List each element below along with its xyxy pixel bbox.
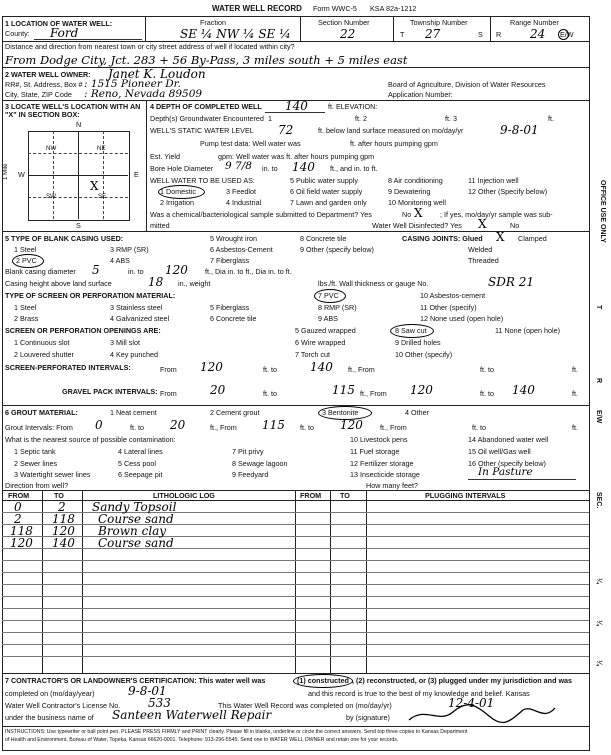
log-from-header: FROM	[8, 491, 30, 500]
record-date[interactable]: 12-4-01	[448, 696, 495, 710]
office-use-label: OFFICE USE ONLY	[599, 180, 606, 243]
contamination-question: What is the nearest source of possible contamination:	[5, 435, 176, 444]
pump-test-rest: ft. after hours pumping gpm	[350, 139, 438, 148]
owner-name[interactable]: Janet K. Loudon	[108, 67, 206, 81]
grout-neat-cement: 1 Neat cement	[110, 408, 157, 417]
signature-label: by (signature)	[346, 713, 390, 722]
side-ew-label: E/W	[595, 410, 602, 424]
owner-city[interactable]: : Reno, Nevada 89509	[84, 88, 203, 100]
casing-fiberglass: 7 Fiberglass	[210, 256, 250, 265]
log-row-to: 2	[58, 500, 66, 514]
section-box[interactable]	[28, 131, 130, 221]
casing-abs: 4 ABS	[110, 256, 130, 265]
log-row-to: 118	[52, 512, 75, 526]
elevation-label: ft. ELEVATION:	[328, 102, 378, 111]
casing-height-label: Casing height above land surface	[5, 279, 112, 288]
screen-other: 11 Other (specify)	[420, 303, 477, 312]
log-row-from: 120	[10, 536, 33, 550]
casing-other: 9 Other (specify below)	[300, 245, 374, 254]
casing-pvc[interactable]: 2 PVC	[16, 256, 37, 265]
well-use-label: WELL WATER TO BE USED AS:	[150, 176, 255, 185]
src-livestock: 10 Livestock pens	[350, 435, 408, 444]
grout-intervals-label: Grout Intervals: From	[5, 423, 73, 432]
gp-from: From	[160, 389, 177, 398]
screen-concrete: 6 Concrete tile	[210, 314, 257, 323]
owner-address-label: RR#, St. Address, Box #	[5, 80, 83, 89]
depth-value[interactable]: 140	[285, 99, 308, 113]
perf-key-punched: 4 Key punched	[110, 350, 158, 359]
screen-asbestos: 10 Asbestos-cement	[420, 291, 486, 300]
screen-brass: 2 Brass	[14, 314, 39, 323]
gw-ft: ft.	[548, 114, 554, 123]
north-label: N	[76, 120, 82, 129]
sample-no: No	[402, 210, 412, 219]
use-irrigation: 2 Irrigation	[160, 198, 194, 207]
log-row-desc: Sandy Topsoil	[92, 500, 177, 514]
spi-to-value[interactable]: 140	[310, 360, 333, 374]
nw-label: NW	[46, 145, 57, 152]
cert-constructed[interactable]: (1) constructed	[297, 676, 349, 685]
src-sewer: 2 Sewer lines	[14, 459, 58, 468]
completed-value[interactable]: 9-8-01	[128, 684, 167, 698]
owner-city-label: City, State, ZIP Code	[5, 90, 72, 99]
use-lawn: 7 Lawn and garden only	[290, 198, 367, 207]
license-value[interactable]: 533	[148, 696, 171, 710]
township-value[interactable]: 27	[425, 27, 441, 41]
log-from2-header: FROM	[300, 491, 322, 500]
screen-pvc[interactable]: 7 PVC	[318, 291, 339, 300]
spi-from2-label: ft., From	[348, 365, 375, 374]
license-label: Water Well Contractor's License No.	[5, 701, 121, 710]
log-row-desc: Course sand	[98, 512, 174, 526]
grout-to2-value[interactable]: 120	[340, 418, 363, 432]
use-air-conditioning: 8 Air conditioning	[388, 176, 443, 185]
gp-to2-value[interactable]: 140	[512, 383, 535, 397]
blank-diameter-rest: ft., Dia in. to ft., Dia in. to ft.	[205, 267, 292, 276]
grout-cement-grout: 2 Cement grout	[210, 408, 260, 417]
side-t-label: T	[595, 305, 602, 310]
spi-from: From	[160, 365, 177, 374]
grout-material-label: 6 GROUT MATERIAL:	[5, 408, 78, 417]
src-other[interactable]: 16 Other (specify below)	[468, 459, 546, 468]
distance-value[interactable]: From Dodge City, Jct. 283 + 56 By-Pass, 3 miles south + 5 miles east	[5, 53, 408, 67]
grout-to-label: ft. to	[130, 423, 144, 432]
depth-label: 4 DEPTH OF COMPLETED WELL	[150, 102, 262, 111]
src-other-value[interactable]: In Pasture	[478, 466, 533, 478]
ne-label: NE	[97, 145, 106, 152]
county-label: County:	[5, 29, 30, 38]
side-quarter-1: ¼	[595, 578, 602, 584]
log-row-desc: Course sand	[98, 536, 174, 550]
range-prefix: R	[496, 30, 502, 39]
side-sec-label: SEC.	[595, 492, 602, 509]
static-level-label: WELL'S STATIC WATER LEVEL	[150, 126, 254, 135]
grout-from2-value[interactable]: 115	[262, 418, 285, 432]
township-prefix: T	[400, 30, 405, 39]
screen-stainless: 3 Stainless steel	[110, 303, 163, 312]
use-injection: 11 Injection well	[468, 176, 519, 185]
use-feedlot: 3 Feedlot	[226, 187, 256, 196]
gw-2: ft. 2	[355, 114, 367, 123]
casing-joints-label: CASING JOINTS: Glued	[402, 234, 483, 243]
business-label: under the business name of	[5, 713, 94, 722]
grout-to3-label: ft. to	[472, 423, 486, 432]
application-label: Application Number:	[388, 90, 453, 99]
side-quarter-3: ¼	[595, 660, 602, 666]
src-pit-privy: 7 Pit privy	[232, 447, 264, 456]
sample-question: Was a chemical/bacteriological sample submitted to Department? Yes	[150, 210, 372, 219]
src-feedyard: 9 Feedyard	[232, 470, 269, 479]
cert-rest1: , (2) reconstructed, or (3) plugged under my jurisdiction and was	[352, 676, 573, 685]
log-to-header: TO	[54, 491, 64, 500]
completed-label: completed on (mo/day/year)	[5, 689, 95, 698]
disinfected-no: No	[510, 221, 520, 230]
src-fertilizer: 12 Fertilizer storage	[350, 459, 414, 468]
static-level-rest: ft. below land surface measured on mo/day/yr	[318, 126, 464, 135]
mitted-label: mitted	[150, 221, 170, 230]
spi-to-label: ft. to	[263, 365, 277, 374]
src-seepage: 6 Seepage pit	[118, 470, 163, 479]
grout-from3-label: ft., From	[380, 423, 407, 432]
perf-none: 11 None (open hole)	[495, 326, 560, 335]
spi-ft: ft.	[572, 365, 578, 374]
county-value[interactable]: Ford	[50, 26, 79, 40]
src-watertight: 3 Watertight sewer lines	[14, 470, 91, 479]
log-row-from: 0	[14, 500, 22, 514]
perf-continuous: 1 Continuous slot	[14, 338, 70, 347]
form-title: WATER WELL RECORD	[212, 4, 302, 13]
gw-1: 1	[268, 114, 272, 123]
casing-asbestos: 6 Asbestos-Cement	[210, 245, 273, 254]
disinfected-x[interactable]: X	[478, 217, 487, 231]
side-r-label: R	[595, 378, 602, 384]
src-septic: 1 Septic tank	[14, 447, 56, 456]
west-label: W	[18, 170, 25, 179]
pump-test-label: Pump test data: Well water was	[200, 139, 301, 148]
screen-galvanized: 4 Galvanized steel	[110, 314, 170, 323]
blank-diameter-to-value[interactable]: 120	[165, 263, 188, 277]
mile-label: 1 Mile	[2, 163, 9, 180]
casing-joints-x[interactable]: X	[496, 230, 505, 244]
screen-abs: 9 ABS	[318, 314, 338, 323]
casing-weight-label: in., weight	[178, 279, 211, 288]
board-label: Board of Agriculture, Division of Water Resources	[388, 80, 546, 89]
casing-steel: 1 Steel	[14, 245, 37, 254]
well-x-mark: X	[90, 179, 99, 193]
township-label: Township Number	[410, 18, 468, 27]
screen-fiberglass: 5 Fiberglass	[210, 303, 250, 312]
sw-label: SW	[46, 193, 56, 200]
section-number-value[interactable]: 22	[340, 27, 356, 41]
src-cess: 5 Cess pool	[118, 459, 156, 468]
bore-ft-rest: ft., and in. to ft.	[330, 164, 378, 173]
src-fuel: 11 Fuel storage	[350, 447, 400, 456]
blank-diameter-label: Blank casing diameter	[5, 267, 76, 276]
perf-drilled: 9 Drilled holes	[395, 338, 441, 347]
owner-section-label: 2 WATER WELL OWNER:	[5, 70, 91, 79]
blank-diameter-to: in. to	[128, 267, 144, 276]
use-monitoring: 10 Monitoring well	[388, 198, 446, 207]
bore-diameter-value[interactable]: 9 7/8	[225, 160, 252, 172]
grout-to-value[interactable]: 20	[170, 418, 186, 432]
perforation-label: SCREEN OR PERFORATION OPENINGS ARE:	[5, 326, 161, 335]
static-level-value[interactable]: 72	[278, 123, 294, 137]
south-label: S	[76, 221, 81, 230]
gp-to-value[interactable]: 115	[332, 383, 355, 397]
business-value[interactable]: Santeen Waterwell Repair	[112, 708, 272, 722]
spi-from-value[interactable]: 120	[200, 360, 223, 374]
screen-steel: 1 Steel	[14, 303, 37, 312]
gw-3: ft. 3	[445, 114, 457, 123]
cert-rest2: and this record is true to the best of my knowledge and belief. Kansas	[308, 689, 530, 698]
log-row-from: 118	[10, 524, 33, 538]
fraction-label: Fraction	[200, 18, 226, 27]
distance-label: Distance and direction from nearest town or city street address of well if located within city?	[5, 42, 295, 51]
township-suffix: S	[478, 30, 483, 39]
casing-concrete-tile: 8 Concrete tile	[300, 234, 347, 243]
groundwater-label: Depth(s) Groundwater Encountered	[150, 114, 264, 123]
perf-torch: 7 Torch cut	[295, 350, 331, 359]
log-row-desc: Brown clay	[98, 524, 167, 538]
src-abandoned: 14 Abandoned water well	[468, 435, 549, 444]
gp-from2-label: ft., From	[360, 389, 387, 398]
section-1-label: 1 LOCATION OF WATER WELL:	[5, 19, 113, 28]
casing-rmp: 3 RMP (SR)	[110, 245, 149, 254]
how-many-feet-label: How many feet?	[366, 481, 418, 490]
ksa-number: KSA 82a-1212	[370, 4, 417, 13]
bore-to-label: in. to	[262, 164, 278, 173]
wall-thickness-value[interactable]: SDR 21	[488, 275, 534, 289]
log-row-from: 2	[14, 512, 22, 526]
se-label: SE	[98, 193, 107, 200]
grout-bentonite[interactable]: 3 Bentonite	[322, 408, 359, 417]
screen-intervals-label: SCREEN-PERFORATED INTERVALS:	[5, 363, 131, 372]
perf-wire: 6 Wire wrapped	[295, 338, 346, 347]
casing-threaded: Threaded	[468, 256, 499, 265]
src-insecticide: 13 Insecticide storage	[350, 470, 420, 479]
disinfected-label: Water Well Disinfected? Yes	[372, 221, 462, 230]
casing-welded: Welded	[468, 245, 493, 254]
perf-louvered: 2 Louvered shutter	[14, 350, 74, 359]
gp-to2-label: ft. to	[480, 389, 494, 398]
spi-to2-label: ft. to	[480, 365, 494, 374]
range-label: Range Number	[510, 18, 559, 27]
log-lith-header: LITHOLOGIC LOG	[153, 491, 215, 500]
direction-label: Direction from well?	[5, 481, 69, 490]
screen-rmp: 8 RMP (SR)	[318, 303, 357, 312]
use-domestic[interactable]: 1 Domestic	[160, 187, 196, 196]
certification-label: 7 CONTRACTOR'S OR LANDOWNER'S CERTIFICATION: This water well was	[5, 676, 266, 685]
casing-height-value[interactable]: 18	[148, 275, 164, 289]
gp-to-label: ft. to	[263, 389, 277, 398]
grout-from-value[interactable]: 0	[95, 418, 103, 432]
casing-clamped: Clamped	[518, 234, 547, 243]
screen-none: 12 None used (open hole)	[420, 314, 504, 323]
side-quarter-2: ¼	[595, 620, 602, 626]
blank-diameter-value[interactable]: 5	[92, 263, 100, 277]
section-number-label: Section Number	[318, 18, 370, 27]
gp-from-value[interactable]: 20	[210, 383, 226, 397]
sample-x[interactable]: X	[414, 206, 423, 220]
fraction-value[interactable]: SE ¼ NW ¼ SE ¼	[180, 27, 291, 41]
grout-from2-label: ft., From	[210, 423, 237, 432]
src-lagoon: 8 Sewage lagoon	[232, 459, 288, 468]
range-suffix: E/W	[560, 30, 574, 39]
grout-ft: ft.	[572, 423, 578, 432]
owner-address[interactable]: : 1515 Pioneer Dr.	[84, 78, 181, 90]
gravel-pack-label: GRAVEL PACK INTERVALS:	[62, 387, 158, 396]
casing-wrought-iron: 5 Wrought iron	[210, 234, 258, 243]
perf-gauzed: 5 Gauzed wrapped	[295, 326, 356, 335]
src-oil-gas: 15 Oil well/Gas well	[468, 447, 531, 456]
grout-to2-label: ft. to	[300, 423, 314, 432]
log-row-to: 120	[52, 524, 75, 538]
signature-scribble	[405, 702, 565, 726]
bore-diameter-label: Bore Hole Diameter	[150, 164, 214, 173]
use-other: 12 Other (Specify below)	[468, 187, 548, 196]
est-yield-rest: gpm: Well water was ft. after hours pumping gpm	[218, 152, 375, 161]
grout-other: 4 Other	[405, 408, 429, 417]
locate-well-label: 3 LOCATE WELL'S LOCATION WITH AN "X" IN SECTION BOX:	[5, 102, 141, 119]
wall-thickness-label: lbs./ft. Wall thickness or gauge No.	[318, 279, 429, 288]
gp-from2-value[interactable]: 120	[410, 383, 433, 397]
log-row-to: 140	[52, 536, 75, 550]
static-date[interactable]: 9-8-01	[500, 123, 539, 137]
src-lateral: 4 Lateral lines	[118, 447, 163, 456]
use-public-water: 5 Public water supply	[290, 176, 358, 185]
est-yield-label: Est. Yield	[150, 152, 180, 161]
range-value[interactable]: 24	[530, 27, 546, 41]
instructions-text-2: of Health and Environment, Bureau of Water, Topeka, Kansas 66620-0001. Telephone: 913-296-5545. Send one to WATER WELL OWNER and retain one for your records.	[5, 737, 399, 743]
bore-to-value[interactable]: 140	[292, 160, 315, 174]
casing-type-label: 5 TYPE OF BLANK CASING USED:	[5, 234, 124, 243]
form-number: Form WWC-5	[313, 4, 357, 13]
cert-rest3: This Water Well Record was completed on (mo/day/yr)	[218, 701, 392, 710]
sample-rest: ; If yes, mo/day/yr sample was sub-	[440, 210, 553, 219]
use-dewatering: 9 Dewatering	[388, 187, 431, 196]
gp-ft: ft.	[572, 389, 578, 398]
use-industrial: 4 Industrial	[226, 198, 262, 207]
log-to2-header: TO	[340, 491, 350, 500]
east-label: E	[134, 170, 139, 179]
perf-mill-slot: 3 Mill slot	[110, 338, 140, 347]
perf-other: 10 Other (specify)	[395, 350, 453, 359]
instructions-text: INSTRUCTIONS: Use typewriter or ball point pen. PLEASE PRESS FIRMLY and PRINT clearly. Please fill in blanks, underline or circle the correct answers. Send top three copies to Kansas Department	[5, 729, 468, 735]
log-plug-header: PLUGGING INTERVALS	[425, 491, 506, 500]
use-oil-field: 6 Oil field water supply	[290, 187, 363, 196]
perf-saw-cut[interactable]: 8 Saw cut	[395, 326, 427, 335]
screen-type-label: TYPE OF SCREEN OR PERFORATION MATERIAL:	[5, 291, 176, 300]
